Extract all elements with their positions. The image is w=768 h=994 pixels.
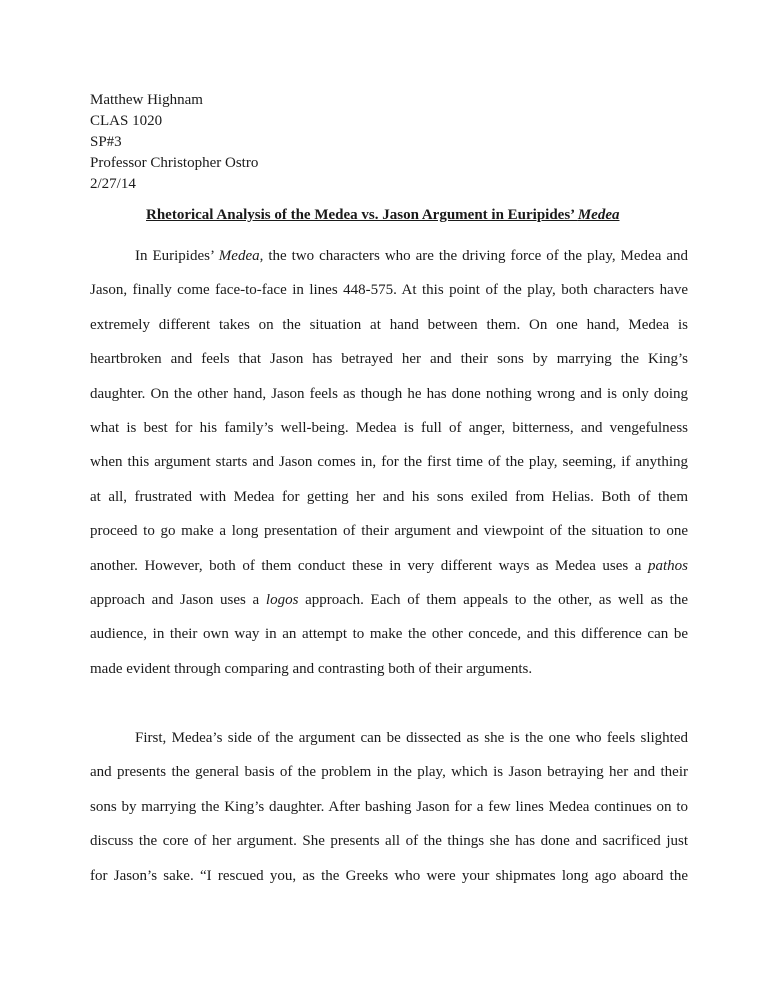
paragraph-line: sons by marrying the King’s daughter. After bashing Jason for a few lines Medea continues on to	[90, 798, 688, 815]
text-run: another. However, both of them conduct these in very different ways as Medea uses a	[90, 557, 648, 574]
paragraph-line: Jason, finally come face-to-face in lines 448-575. At this point of the play, both characters have	[90, 282, 688, 299]
paragraph-line: proceed to go make a long presentation of their argument and viewpoint of the situation to one	[90, 523, 688, 540]
paragraph-line: audience, in their own way in an attempt to make the other concede, and this difference can be	[90, 626, 688, 643]
paragraph-line	[90, 549, 688, 583]
title-italic: Medea	[577, 207, 620, 223]
title-text: Rhetorical Analysis of the Medea vs. Jason Argument in Euripides’	[146, 207, 578, 223]
italic-text: Medea	[218, 248, 260, 264]
paragraph-line: for Jason’s sake. “I rescued you, as the Greeks who were your shipmates long ago aboard the	[90, 867, 688, 884]
professor-name: Professor Christopher Ostro	[90, 155, 259, 171]
course-code: CLAS 1020	[90, 113, 163, 129]
text-run: In Euripides’	[135, 248, 219, 264]
text-run: , the two characters who are the driving force of the play, Medea and	[259, 248, 688, 264]
assignment-id: SP#3	[90, 134, 122, 150]
header-block	[90, 90, 258, 195]
paragraph-line	[90, 583, 688, 617]
paragraph-2	[90, 721, 688, 893]
paragraph-line: made evident through comparing and contrasting both of their arguments.	[90, 660, 533, 677]
essay-title	[146, 207, 619, 224]
paragraph-1	[90, 239, 688, 686]
paragraph-line	[90, 239, 688, 273]
text-run: approach and Jason uses a	[90, 591, 266, 608]
paragraph-line: when this argument starts and Jason comes in, for the first time of the play, seeming, if anything	[90, 454, 688, 471]
paragraph-line: what is best for his family’s well-being. Medea is full of anger, bitterness, and vengefulness	[90, 419, 688, 436]
paragraph-line: and presents the general basis of the problem in the play, which is Jason betraying her and their	[90, 764, 688, 781]
paragraph-line: First, Medea’s side of the argument can be dissected as she is the one who feels slighted	[135, 730, 688, 746]
paragraph-line: extremely different takes on the situation at hand between them. On one hand, Medea is	[90, 316, 688, 333]
text-run: approach. Each of them appeals to the other, as well as the	[298, 591, 689, 608]
paragraph-line: at all, frustrated with Medea for getting her and his sons exiled from Helias. Both of them	[90, 488, 688, 505]
date: 2/27/14	[90, 176, 136, 192]
author-name: Matthew Highnam	[90, 92, 203, 108]
paragraph-line: heartbroken and feels that Jason has betrayed her and their sons by marrying the King’s	[90, 351, 688, 368]
italic-text: pathos	[647, 557, 688, 574]
italic-text: logos	[265, 591, 299, 608]
paragraph-line: discuss the core of her argument. She presents all of the things she has done and sacrificed just	[90, 833, 688, 850]
paragraph-line: daughter. On the other hand, Jason feels as though he has done nothing wrong and is only doing	[90, 385, 688, 402]
